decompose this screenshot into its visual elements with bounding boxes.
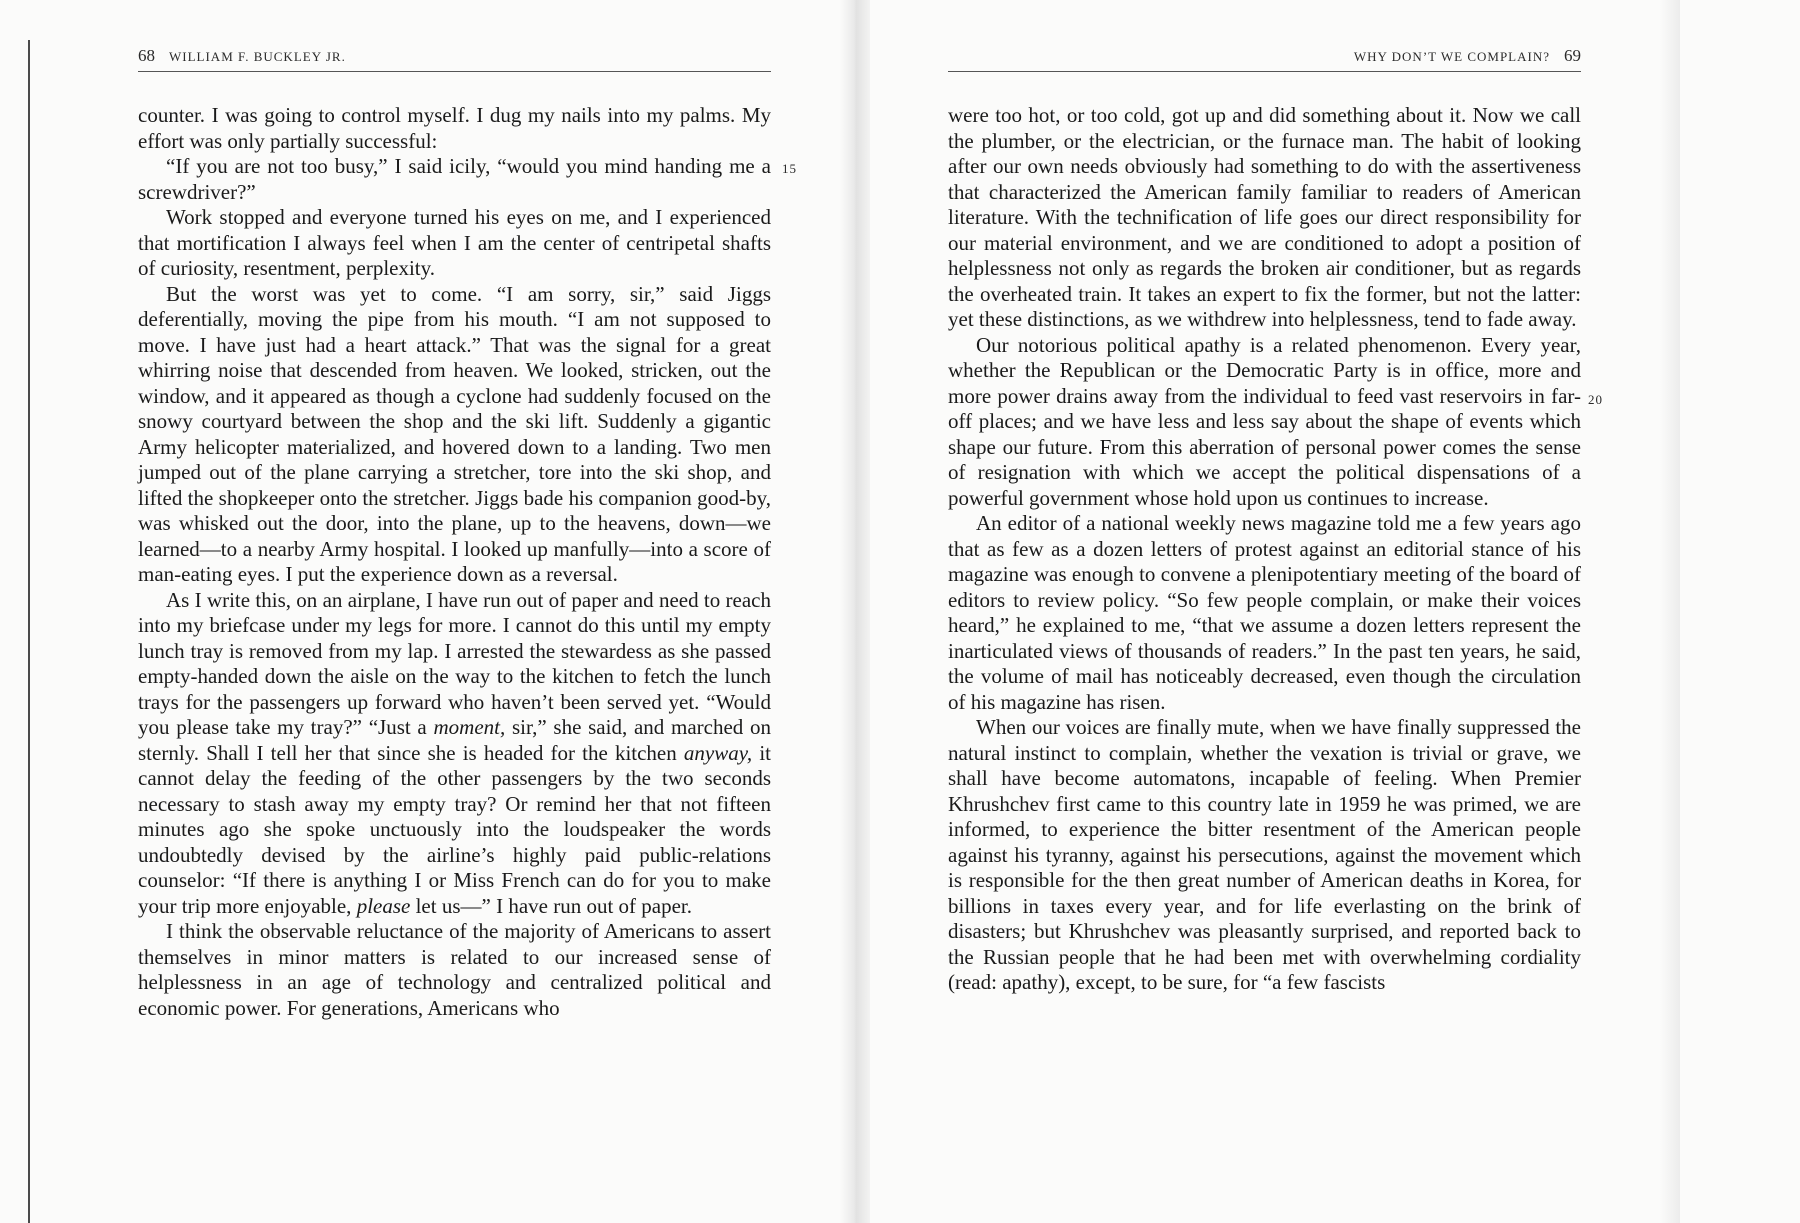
text-run: Our notorious political apathy is a related phenomenon. Every year, whether the Republican or the Democratic Party is in office, more and more power drains away from the individual to feed vast reservoirs in far-off places; and we have less and less say about the shape of events which shape our future. From this aberration of personal power comes the sense of resignation with which we accept the political dispensations of a powerful government whose hold upon us continues to increase. (948, 332, 1581, 510)
text-run: let us—” I have run out of paper. (410, 893, 693, 918)
text-run: When our voices are finally mute, when we have finally suppressed the natural instinct to complain, whether the vexation is trivial or grave, we shall have become automatons, incapable of feeling. When Premier Khrushchev first came to this country late in 1959 he was primed, we are informed, to experience the bitter resentment of the American people against his tyranny, against his persecutions, against the movement which is responsible for the then great number of American deaths in Korea, for billions in taxes every year, and for life everlasting on the brink of disasters; but Khrushchev was pleasantly surprised, and reported back to the Russian people that he had been met with overwhelming cordiality (read: apathy), except, to be sure, for “a few fascists (948, 715, 1581, 994)
text-run: I think the observable reluctance of the majority of Americans to assert themselves in minor matters is related to our increased sense of helplessness in an age of technology and centralized political and economic power. For generations, Americans who (138, 919, 771, 1020)
text-run: But the worst was yet to come. “I am sorry, sir,” said Jiggs deferentially, moving the pipe from his mouth. “I am not supposed to move. I have just had a heart attack.” That was the signal for a great whirring noise that descended from heaven. We looked, stricken, out the window, and it appeared as though a cyclone had suddenly focused on the snowy courtyard between the shop and the ski lift. Suddenly a gigantic Army helicopter materialized, and hovered down to a landing. Two men jumped out of the plane carrying a stretcher, tore into the ski shop, and lifted the shopkeeper onto the stretcher. Jiggs bade his companion good-by, was whisked out the door, into the plane, up to the heavens, down—we learned—to a nearby Army hospital. I looked up manfully—into a score of man-eating eyes. I put the experience down as a reversal. (138, 281, 771, 586)
paragraph (948, 103, 1581, 333)
paragraph (138, 103, 771, 154)
right-line-marker: 20 (1588, 392, 1603, 407)
right-body-text (948, 103, 1581, 996)
right-page-number: 69 (1564, 46, 1581, 65)
left-running-head-title: WILLIAM F. BUCKLEY JR. (169, 49, 346, 64)
left-line-marker: 15 (782, 161, 797, 176)
text-run: Work stopped and everyone turned his eyes on me, and I experienced that mortification I always feel when I am the center of centripetal shafts of curiosity, resentment, perplexity. (138, 205, 771, 280)
gutter-shadow (840, 0, 870, 1223)
text-run: As I write this, on an airplane, I have run out of paper and need to reach into my briefcase under my legs for more. I cannot do this until my empty lunch tray is removed from my lap. I arrested the stewardess as she passed empty-handed down the aisle on the way to the kitchen to fetch the lunch trays for the passengers up forward who haven’t been served yet. “Would you please take my tray?” “Just a (138, 587, 771, 739)
left-running-head (138, 46, 771, 68)
text-run: “If you are not too busy,” I said icily, “would you mind handing me a screwdriver?” (138, 154, 771, 204)
paragraph (138, 154, 771, 205)
right-header-rule (948, 71, 1581, 72)
paragraph (138, 205, 771, 282)
paragraph (948, 333, 1581, 512)
binding-edge (28, 40, 30, 1223)
left-page-number: 68 (138, 46, 155, 65)
right-running-head (948, 46, 1581, 68)
left-page (138, 0, 771, 1223)
italic-run: anyway, (683, 740, 753, 765)
text-run: were too hot, or too cold, got up and did something about it. Now we call the plumber, or the electrician, or the furnace man. The habit of looking after our own needs obviously had something to do with the assertiveness that characterized the American family familiar to readers of American literature. With the technification of life goes our direct responsibility for our material environment, and we are conditioned to adopt a position of helplessness not only as regards the broken air conditioner, but as regards the overheated train. It takes an expert to fix the former, but not the latter: yet these distinctions, as we withdrew into helplessness, tend to fade away. (948, 103, 1581, 331)
paragraph (948, 511, 1581, 715)
text-run: sir,” she said, and marched on sternly. Shall I tell her that since she is headed for the kitchen (138, 715, 772, 765)
paragraph (948, 715, 1581, 996)
italic-run: please (356, 893, 411, 918)
right-running-head-title: WHY DON’T WE COMPLAIN? (1353, 49, 1550, 64)
paragraph (138, 919, 771, 1021)
left-header-rule (138, 71, 771, 72)
page-edge-shadow (1660, 0, 1680, 1223)
right-page (948, 0, 1581, 1223)
italic-run: moment, (433, 715, 506, 739)
text-run: An editor of a national weekly news magazine told me a few years ago that as few as a dozen letters of protest against an editorial stance of his magazine was enough to convene a plenipotentiary meeting of the board of editors to review policy. “So few people complain, or make their voices heard,” he explained to me, “that we assume a dozen letters represent the inarticulated views of thousands of readers.” In the past ten years, he said, the volume of mail has noticeably decreased, even though the circulation of his magazine has risen. (948, 511, 1581, 714)
text-run: counter. I was going to control myself. I dug my nails into my palms. My effort was only partially successful: (138, 103, 771, 153)
paragraph (138, 588, 771, 920)
paragraph (138, 282, 771, 588)
left-body-text (138, 103, 771, 1021)
text-run: it cannot delay the feeding of the other passengers by the two seconds necessary to stash away my empty tray? Or remind her that not fifteen minutes ago she spoke unctuously into the loudspeaker the words undoubtedly devised by the airline’s highly paid public-relations counselor: “If there is anything I or Miss French can do for you to make your trip more enjoyable, (138, 740, 771, 918)
